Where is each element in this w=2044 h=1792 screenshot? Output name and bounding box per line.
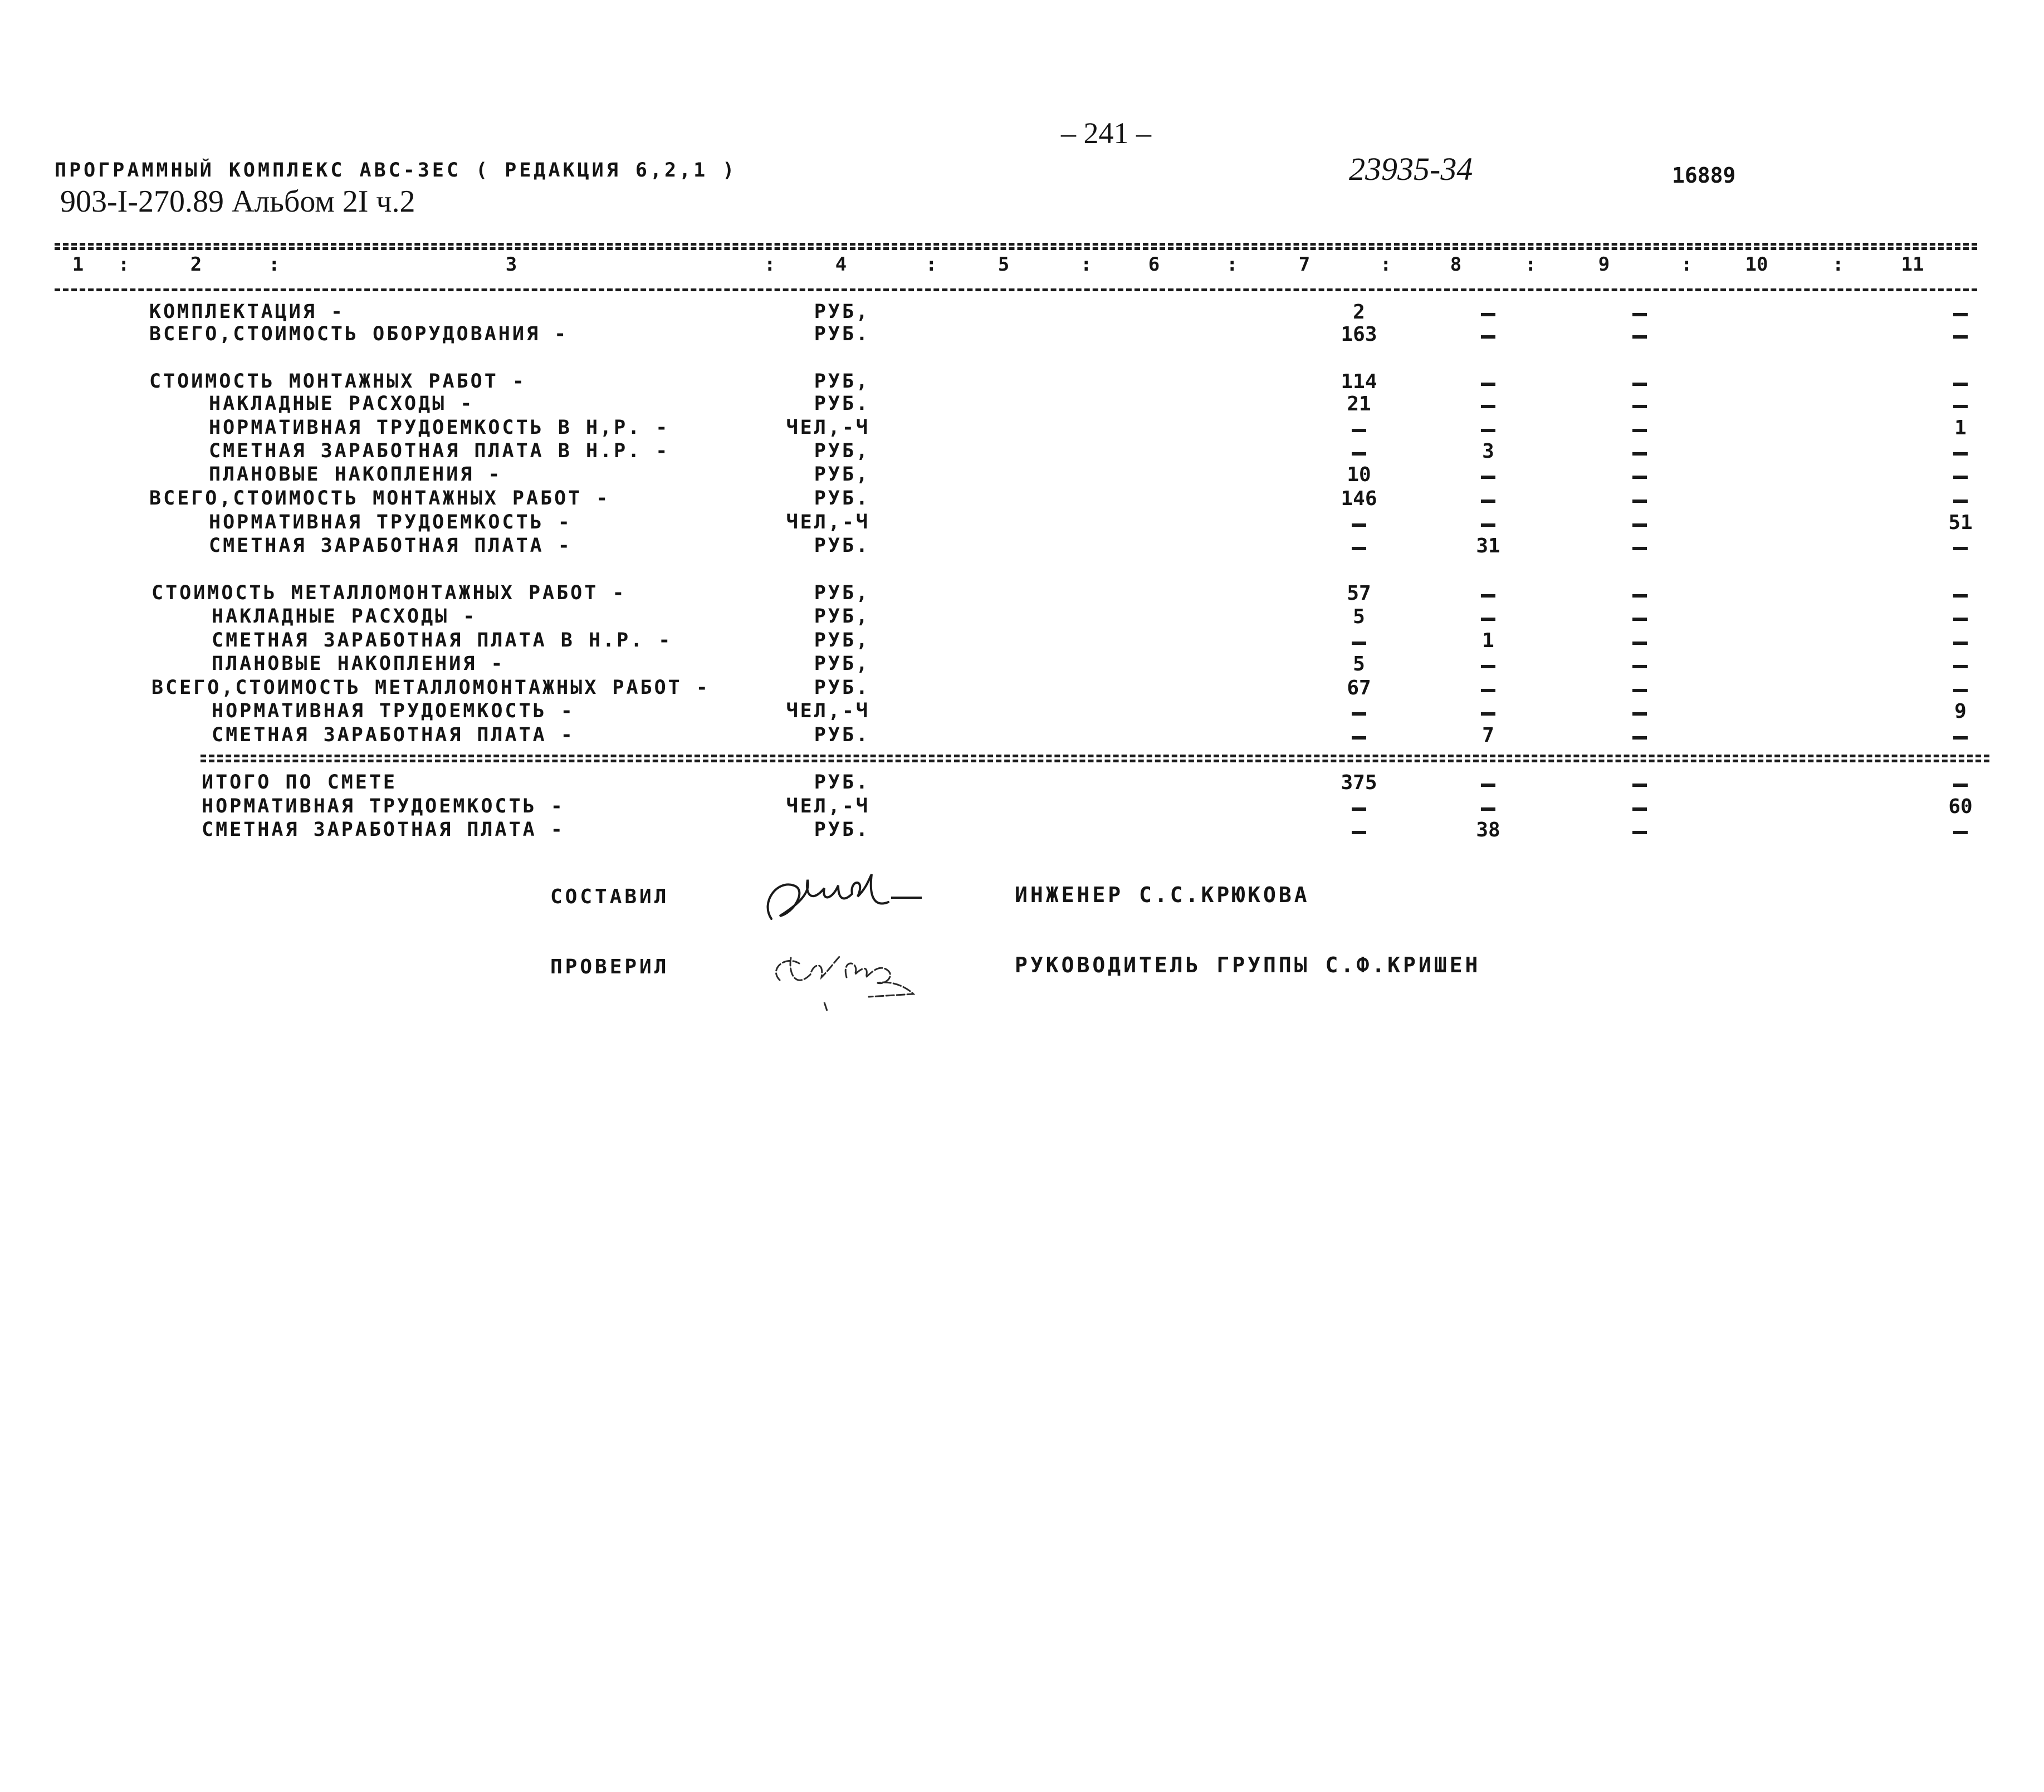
dash-mark bbox=[1481, 594, 1495, 598]
column-number: 6 bbox=[1148, 253, 1160, 276]
dash-mark bbox=[1632, 500, 1647, 503]
dash-mark bbox=[1953, 831, 1968, 834]
column-number: 9 bbox=[1598, 253, 1610, 276]
row-label: НОРМАТИВНАЯ ТРУДОЕМКОСТЬ - bbox=[202, 795, 565, 817]
row-unit: ЧЕЛ,-Ч bbox=[786, 700, 870, 722]
dash-mark bbox=[1632, 383, 1647, 386]
row-unit: РУБ, bbox=[814, 440, 870, 462]
row-label: СМЕТНАЯ ЗАРАБОТНАЯ ПЛАТА - bbox=[202, 819, 565, 841]
column-number: 10 bbox=[1745, 253, 1768, 276]
dash-mark bbox=[1352, 736, 1366, 740]
row-label: НАКЛАДНЫЕ РАСХОДЫ - bbox=[209, 393, 475, 415]
row-label: СМЕТНАЯ ЗАРАБОТНАЯ ПЛАТА В Н.Р. - bbox=[209, 440, 670, 462]
row-unit: РУБ, bbox=[814, 582, 870, 604]
checked-label: ПРОВЕРИЛ bbox=[550, 956, 669, 978]
dash-mark bbox=[1632, 807, 1647, 811]
dash-mark bbox=[1953, 500, 1968, 503]
row-unit: ЧЕЛ,-Ч bbox=[786, 795, 870, 817]
column-separator: : bbox=[1525, 253, 1537, 276]
dash-mark bbox=[1632, 618, 1647, 621]
dash-mark bbox=[1953, 452, 1968, 456]
row-unit: РУБ. bbox=[814, 724, 870, 746]
checker-signature bbox=[757, 936, 947, 1013]
column-number: 3 bbox=[505, 253, 517, 276]
value-cell-c7: 21 bbox=[1347, 393, 1371, 415]
dash-mark bbox=[1632, 476, 1647, 479]
dash-mark bbox=[1352, 547, 1366, 550]
dash-mark bbox=[1352, 452, 1366, 456]
dash-mark bbox=[1632, 642, 1647, 645]
value-cell-c11: 60 bbox=[1948, 795, 1973, 818]
row-unit: РУБ. bbox=[814, 771, 870, 794]
value-cell-c7: 57 bbox=[1347, 582, 1371, 605]
page-number: – 241 – bbox=[1061, 116, 1151, 150]
dash-mark bbox=[1632, 594, 1647, 598]
column-separator: : bbox=[1080, 253, 1092, 276]
row-label: ПЛАНОВЫЕ НАКОПЛЕНИЯ - bbox=[212, 653, 505, 675]
value-cell-c7: 163 bbox=[1341, 323, 1377, 346]
row-label: СМЕТНАЯ ЗАРАБОТНАЯ ПЛАТА - bbox=[209, 535, 572, 557]
dash-mark bbox=[1953, 689, 1968, 692]
value-cell-c7: 5 bbox=[1353, 605, 1365, 628]
table-top-rule-2 bbox=[55, 247, 1977, 250]
value-cell-c8: 7 bbox=[1482, 724, 1494, 747]
dash-mark bbox=[1481, 500, 1495, 503]
row-unit: РУБ. bbox=[814, 535, 870, 557]
document-number: 23935-34 bbox=[1349, 151, 1473, 187]
dash-mark bbox=[1953, 736, 1968, 740]
dash-mark bbox=[1953, 547, 1968, 550]
column-separator: : bbox=[1832, 253, 1844, 276]
dash-mark bbox=[1632, 313, 1647, 316]
value-cell-c7: 2 bbox=[1353, 301, 1365, 324]
dash-mark bbox=[1481, 665, 1495, 668]
column-separator: : bbox=[118, 253, 130, 276]
column-number: 11 bbox=[1901, 253, 1924, 276]
row-unit: ЧЕЛ,-Ч bbox=[786, 511, 870, 533]
row-unit: РУБ, bbox=[814, 653, 870, 675]
dash-mark bbox=[1481, 689, 1495, 692]
dash-mark bbox=[1481, 712, 1495, 716]
column-number: 2 bbox=[190, 253, 202, 276]
dash-mark bbox=[1632, 689, 1647, 692]
value-cell-c7: 10 bbox=[1347, 463, 1371, 486]
compiler-signature bbox=[755, 863, 933, 936]
row-unit: РУБ, bbox=[814, 605, 870, 628]
dash-mark bbox=[1481, 429, 1495, 432]
row-label: ВСЕГО,СТОИМОСТЬ МОНТАЖНЫХ РАБОТ - bbox=[149, 487, 610, 510]
dash-mark bbox=[1953, 476, 1968, 479]
value-cell-c7: 146 bbox=[1341, 487, 1377, 510]
row-label: СМЕТНАЯ ЗАРАБОТНАЯ ПЛАТА - bbox=[212, 724, 575, 746]
dash-mark bbox=[1481, 335, 1495, 339]
row-label: ПЛАНОВЫЕ НАКОПЛЕНИЯ - bbox=[209, 463, 502, 486]
row-unit: РУБ, bbox=[814, 301, 870, 323]
value-cell-c8: 38 bbox=[1476, 819, 1500, 841]
dash-mark bbox=[1352, 642, 1366, 645]
column-separator: : bbox=[1226, 253, 1238, 276]
dash-mark bbox=[1632, 784, 1647, 787]
column-separator: : bbox=[1380, 253, 1392, 276]
column-number: 5 bbox=[997, 253, 1010, 276]
dash-mark bbox=[1352, 712, 1366, 716]
row-unit: ЧЕЛ,-Ч bbox=[786, 417, 870, 439]
row-label: СТОИМОСТЬ МОНТАЖНЫХ РАБОТ - bbox=[149, 370, 526, 393]
dash-mark bbox=[1953, 594, 1968, 598]
sheet-code: 16889 bbox=[1672, 163, 1736, 188]
compiled-by: ИНЖЕНЕР С.С.КРЮКОВА bbox=[1015, 883, 1310, 907]
dash-mark bbox=[1352, 807, 1366, 811]
totals-rule bbox=[201, 755, 1989, 757]
row-unit: РУБ, bbox=[814, 629, 870, 652]
checked-by: РУКОВОДИТЕЛЬ ГРУППЫ С.Ф.КРИШЕН bbox=[1015, 953, 1481, 977]
dash-mark bbox=[1632, 523, 1647, 527]
column-number: 4 bbox=[835, 253, 847, 276]
dash-mark bbox=[1632, 452, 1647, 456]
project-code: 903-I-270.89 Альбом 2I ч.2 bbox=[60, 184, 415, 219]
value-cell-c8: 1 bbox=[1482, 629, 1494, 652]
dash-mark bbox=[1481, 383, 1495, 386]
dash-mark bbox=[1953, 313, 1968, 316]
dash-mark bbox=[1953, 665, 1968, 668]
dash-mark bbox=[1632, 831, 1647, 834]
value-cell-c11: 1 bbox=[1954, 417, 1967, 439]
row-unit: РУБ. bbox=[814, 677, 870, 699]
column-number: 7 bbox=[1298, 253, 1310, 276]
column-number: 8 bbox=[1450, 253, 1462, 276]
dash-mark bbox=[1481, 313, 1495, 316]
row-label: ВСЕГО,СТОИМОСТЬ ОБОРУДОВАНИЯ - bbox=[149, 323, 569, 345]
dash-mark bbox=[1953, 405, 1968, 408]
value-cell-c8: 3 bbox=[1482, 440, 1494, 463]
dash-mark bbox=[1953, 618, 1968, 621]
header-bottom-rule bbox=[55, 288, 1977, 291]
value-cell-c7: 375 bbox=[1341, 771, 1377, 794]
row-label: СМЕТНАЯ ЗАРАБОТНАЯ ПЛАТА В Н.Р. - bbox=[212, 629, 673, 652]
value-cell-c7: 67 bbox=[1347, 677, 1371, 699]
row-label: ИТОГО ПО СМЕТЕ bbox=[202, 771, 398, 794]
program-header: ПРОГРАММНЫЙ КОМПЛЕКС АВС-3ЕС ( РЕДАКЦИЯ 6,2,1 ) bbox=[55, 159, 737, 182]
value-cell-c7: 5 bbox=[1353, 653, 1365, 675]
row-label: ВСЕГО,СТОИМОСТЬ МЕТАЛЛОМОНТАЖНЫХ РАБОТ - bbox=[151, 677, 710, 699]
row-label: НОРМАТИВНАЯ ТРУДОЕМКОСТЬ В Н,Р. - bbox=[209, 417, 670, 439]
dash-mark bbox=[1481, 618, 1495, 621]
dash-mark bbox=[1481, 784, 1495, 787]
row-unit: РУБ, bbox=[814, 370, 870, 393]
table-top-rule bbox=[55, 243, 1977, 246]
totals-rule-2 bbox=[201, 760, 1989, 762]
dash-mark bbox=[1481, 523, 1495, 527]
row-label: НОРМАТИВНАЯ ТРУДОЕМКОСТЬ - bbox=[209, 511, 572, 533]
row-unit: РУБ, bbox=[814, 463, 870, 486]
value-cell-c11: 9 bbox=[1954, 700, 1967, 723]
dash-mark bbox=[1481, 405, 1495, 408]
row-label: НОРМАТИВНАЯ ТРУДОЕМКОСТЬ - bbox=[212, 700, 575, 722]
column-number: 1 bbox=[72, 253, 84, 276]
column-separator: : bbox=[268, 253, 280, 276]
row-label: СТОИМОСТЬ МЕТАЛЛОМОНТАЖНЫХ РАБОТ - bbox=[151, 582, 627, 604]
dash-mark bbox=[1953, 642, 1968, 645]
value-cell-c11: 51 bbox=[1948, 511, 1973, 534]
row-unit: РУБ. bbox=[814, 487, 870, 510]
column-separator: : bbox=[764, 253, 776, 276]
dash-mark bbox=[1632, 665, 1647, 668]
row-unit: РУБ. bbox=[814, 393, 870, 415]
dash-mark bbox=[1632, 547, 1647, 550]
dash-mark bbox=[1481, 476, 1495, 479]
dash-mark bbox=[1953, 335, 1968, 339]
dash-mark bbox=[1352, 429, 1366, 432]
dash-mark bbox=[1632, 429, 1647, 432]
dash-mark bbox=[1632, 405, 1647, 408]
dash-mark bbox=[1953, 383, 1968, 386]
dash-mark bbox=[1481, 807, 1495, 811]
dash-mark bbox=[1632, 736, 1647, 740]
dash-mark bbox=[1352, 831, 1366, 834]
column-separator: : bbox=[1681, 253, 1693, 276]
row-unit: РУБ. bbox=[814, 323, 870, 345]
dash-mark bbox=[1632, 712, 1647, 716]
row-label: КОМПЛЕКТАЦИЯ - bbox=[149, 301, 345, 323]
row-label: НАКЛАДНЫЕ РАСХОДЫ - bbox=[212, 605, 477, 628]
value-cell-c8: 31 bbox=[1476, 535, 1500, 557]
column-separator: : bbox=[926, 253, 937, 276]
value-cell-c7: 114 bbox=[1341, 370, 1377, 393]
dash-mark bbox=[1632, 335, 1647, 339]
compiled-label: СОСТАВИЛ bbox=[550, 885, 669, 908]
row-unit: РУБ. bbox=[814, 819, 870, 841]
dash-mark bbox=[1953, 784, 1968, 787]
dash-mark bbox=[1352, 523, 1366, 527]
